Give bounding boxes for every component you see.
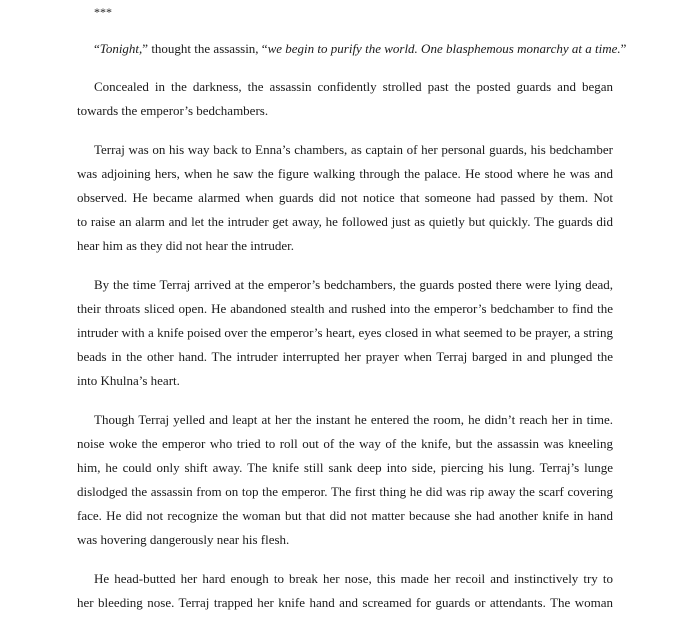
italic-text: Tonight, xyxy=(99,41,143,56)
text-run: face. He did not recognize the woman but that did not matter because she had another knife in hand xyxy=(77,508,613,524)
text-line xyxy=(77,480,613,504)
document-body xyxy=(77,37,627,629)
text-line xyxy=(77,432,613,456)
text-line xyxy=(77,210,613,234)
text-line xyxy=(77,162,613,186)
text-run: ” xyxy=(620,41,627,56)
text-run: hear him as they did not hear the intruder. xyxy=(77,238,294,254)
text-run: ” thought the assassin, “ xyxy=(142,41,268,56)
text-run: their throats sliced open. He abandoned stealth and rushed into the emperor’s bedchamber to find the xyxy=(77,300,613,316)
text-line xyxy=(77,234,613,258)
text-line xyxy=(77,504,613,528)
text-run: He head-butted her hard enough to break her nose, this made her recoil and instinctively try to xyxy=(94,570,613,586)
text-line xyxy=(77,567,613,591)
text-run: was hovering dangerously near his flesh. xyxy=(77,532,290,548)
text-run: Concealed in the darkness, the assassin confidently strolled past the posted guards and began xyxy=(94,79,613,95)
text-run: noise woke the emperor who tried to roll out of the way of the knife, but the assassin was kneeling xyxy=(77,435,613,451)
text-line xyxy=(77,297,613,321)
paragraph xyxy=(77,408,613,553)
text-run: intruder with a knife poised over the emperor’s heart, eyes closed in what seemed to be prayer, a string xyxy=(77,324,613,340)
text-line xyxy=(77,273,613,297)
paragraph xyxy=(77,138,613,259)
text-line xyxy=(77,99,613,123)
text-run: into Khulna’s heart. xyxy=(77,373,180,389)
paragraph xyxy=(77,273,613,394)
text-run: “ xyxy=(94,41,100,56)
text-line xyxy=(77,75,613,99)
opening-quote-paragraph xyxy=(77,37,627,61)
italic-text: we begin to purify the world. One blasphemous monarchy at a time. xyxy=(267,41,621,56)
text-line xyxy=(77,591,613,615)
text-run: beads in the other hand. The intruder interrupted her prayer when Terraj barged in and plunged the xyxy=(77,349,613,365)
text-line xyxy=(77,321,613,345)
text-run: towards the emperor’s bedchambers. xyxy=(77,103,269,119)
text-line xyxy=(77,369,613,393)
text-line xyxy=(77,138,613,162)
text-run: observed. He became alarmed when guards did not notice that someone had passed by them. Not xyxy=(77,189,613,205)
text-line xyxy=(77,456,613,480)
text-run: him, he could only shift away. The knife still sank deep into side, piercing his lung. Terraj’s lunge xyxy=(77,459,613,475)
text-run: Though Terraj yelled and leapt at her the instant he entered the room, he didn’t reach her in time. xyxy=(94,411,613,427)
text-line xyxy=(77,528,613,552)
text-run: Terraj was on his way back to Enna’s chambers, as captain of her personal guards, his bedchamber xyxy=(94,141,613,157)
text-run: to raise an alarm and let the intruder get away, he followed just as quietly but quickly. The guards did xyxy=(77,214,613,230)
text-line xyxy=(77,186,613,210)
text-run: her bleeding nose. Terraj trapped her knife hand and screamed for guards or attendants. The woman xyxy=(77,594,613,610)
text-line xyxy=(77,345,613,369)
text-run: By the time Terraj arrived at the emperor’s bedchambers, the guards posted there were lying dead, xyxy=(94,276,613,292)
text-run: was adjoining hers, when he saw the figure walking through the palace. He stood where he was and xyxy=(77,165,613,181)
text-run: dislodged the assassin from on top the emperor. The first thing he did was rip away the scarf covering xyxy=(77,484,613,500)
paragraph xyxy=(77,75,613,123)
text-line xyxy=(77,408,613,432)
scene-separator: *** xyxy=(94,5,112,19)
text-line xyxy=(77,37,627,61)
paragraph xyxy=(77,567,613,615)
